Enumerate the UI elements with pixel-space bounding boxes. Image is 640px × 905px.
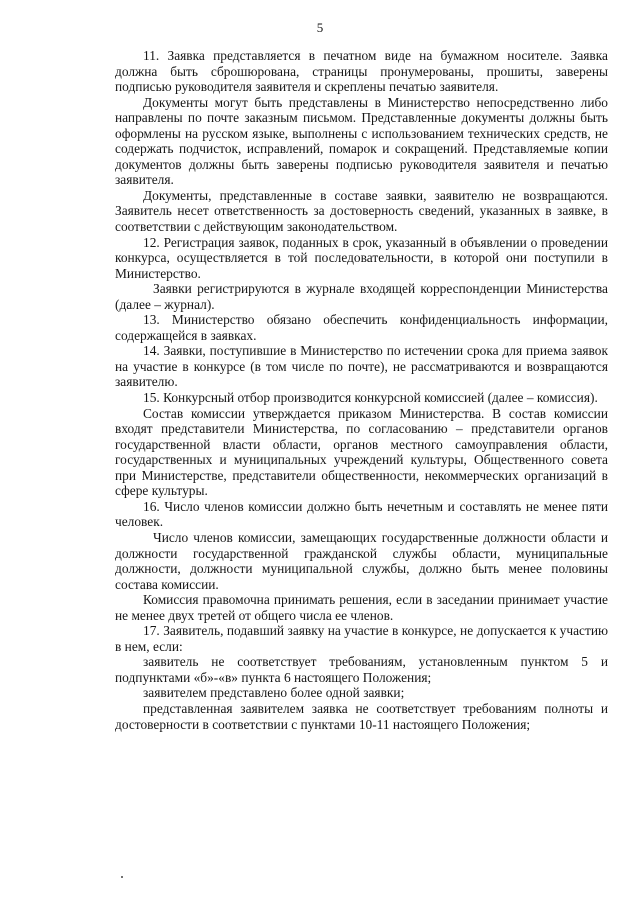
paragraph-quorum: Комиссия правомочна принимать решения, если в заседании принимает участие не менее двух третей от общего числа ее членов. — [115, 592, 608, 623]
paragraph-17: 17. Заявитель, подавший заявку на участие в конкурсе, не допускается к участию в нем, если: — [115, 623, 608, 654]
page-number: 5 — [316, 20, 324, 35]
paragraph-14: 14. Заявки, поступившие в Министерство по истечении срока для приема заявок на участие в конкурсе (в том числе по почте), не рассматриваются и возвращаются заявителю. — [115, 343, 608, 390]
paragraph-registration-journal: Заявки регистрируются в журнале входящей корреспонденции Министерства (далее – журнал). — [115, 281, 608, 312]
paragraph-16: 16. Число членов комиссии должно быть нечетным и составлять не менее пяти человек. — [115, 498, 608, 530]
paragraph-15: 15. Конкурсный отбор производится конкурсной комиссией (далее – комиссия). — [143, 390, 598, 406]
list-item-completeness: представленная заявителем заявка не соответствует требованиям полноты и достоверности в соответствии с пунктами 10-11 настоящего Положения; — [115, 700, 608, 732]
document-body — [115, 48, 608, 732]
list-item-requirements: заявитель не соответствует требованиям, установленным пунктом 5 и подпунктами «б»-«в» пункта 6 настоящего Положения; — [115, 654, 608, 685]
paragraph-documents-submission: Документы могут быть представлены в Министерство непосредственно либо направлены по почте заказным письмом. Представленные документы должны быть оформлены на русском языке, выполнены с использованием технических средств, не содержать подчисток, исправлений, помарок и сокращений. Представляемые копии документов должны быть заверены подписью руководителя заявителя и печатью заявителя. — [115, 94, 608, 188]
paragraph-commission-members: Число членов комиссии, замещающих государственные должности области и должности государственной гражданской службы области, муниципальные должности, должности муниципальной службы, должно быть менее половины состава комиссии. — [115, 529, 608, 592]
paragraph-11: 11. Заявка представляется в печатном виде на бумажном носителе. Заявка должна быть сброшюрована, страницы пронумерованы, прошиты, заверены подписью руководителя заявителя и скреплены печатью заявителя. — [115, 48, 608, 95]
list-item-multiple-applications: заявителем представлено более одной заявки; — [143, 685, 405, 701]
paragraph-12: 12. Регистрация заявок, поданных в срок, указанный в объявлении о проведении конкурса, осуществляется в той последовательности, в которой они поступили в Министерство. — [115, 234, 608, 281]
paragraph-documents-not-returned: Документы, представленные в составе заявки, заявителю не возвращаются. Заявитель несет ответственность за достоверность сведений, указанных в заявке, в соответствии с действующим законодательством. — [115, 187, 608, 235]
paragraph-commission-composition: Состав комиссии утверждается приказом Министерства. В состав комиссии входят представители Министерства, по согласованию – представители органов государственной власти области, органов местного самоуправления области, государственных и муниципальных учреждений культуры, Общественного совета при Министерстве, представители общественности, некоммерческих организаций в сфере культуры. — [115, 405, 608, 499]
paragraph-13: 13. Министерство обязано обеспечить конфиденциальность информации, содержащейся в заявках. — [115, 312, 608, 343]
scan-dot-mark — [121, 876, 123, 878]
